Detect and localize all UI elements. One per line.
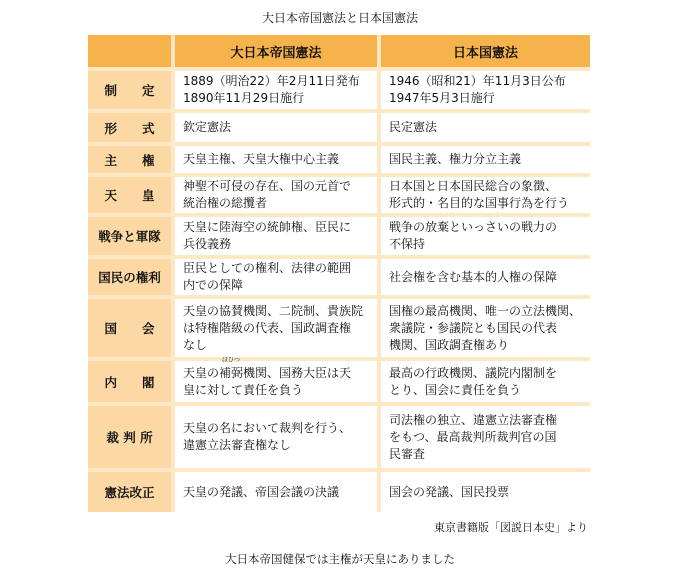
cell-line: なし <box>183 337 208 352</box>
meiji-cell <box>175 217 377 255</box>
meiji-cell <box>175 472 377 512</box>
row-label: 主 権 <box>88 146 171 173</box>
row-label: 戦争と軍隊 <box>88 217 171 255</box>
cell-line: 民定憲法 <box>389 120 438 134</box>
row-label: 天 皇 <box>88 177 171 213</box>
cell-line: 社会権を含む基本的人権の保障 <box>389 269 558 284</box>
cell-line: とり、国会に責任を負う <box>389 382 522 397</box>
cell-line: 司法権の独立、違憲立法審査権 <box>389 412 558 427</box>
cell-line: 最高の行政機関、議院内閣制を <box>389 365 558 380</box>
showa-cell <box>381 177 590 213</box>
constitution-comparison-table <box>88 35 590 512</box>
meiji-cell <box>175 406 377 468</box>
furigana-word <box>219 356 244 382</box>
showa-cell <box>381 361 590 402</box>
cell-line: 国民主義、権力分立主義 <box>389 152 522 166</box>
showa-cell <box>381 146 590 173</box>
cell-line: 1890年11月29日施行 <box>183 91 305 105</box>
cell-line: 欽定憲法 <box>183 120 232 134</box>
row-label: 制 定 <box>88 71 171 109</box>
cell-line: 天皇に陸海空の統帥権、臣民に <box>183 220 352 234</box>
header-showa: 日本国憲法 <box>381 35 590 67</box>
cell-line: 天皇の ほひつ 補弼機関、国務大臣は天 <box>183 356 352 380</box>
showa-cell <box>381 472 590 512</box>
cell-line: 内での保障 <box>183 278 244 292</box>
cell-line: は特権階級の代表、国政調査権 <box>183 320 352 335</box>
showa-cell <box>381 406 590 468</box>
row-label: 形 式 <box>88 113 171 142</box>
cell-line: 国権の最高機関、唯一の立法機関、 <box>389 303 582 318</box>
showa-cell <box>381 113 590 142</box>
cell-line: 1947年5月3日施行 <box>389 91 495 105</box>
showa-cell <box>381 259 590 295</box>
meiji-cell <box>175 71 377 109</box>
row-label: 国民の権利 <box>88 259 171 295</box>
cell-line: 戦争の放棄といっさいの戦力の <box>389 220 558 234</box>
showa-cell <box>381 299 590 357</box>
cell-line: 衆議院・参議院とも国民の代表 <box>389 320 558 335</box>
cell-line: 神聖不可侵の存在、国の元首で <box>183 179 352 193</box>
header-meiji: 大日本帝国憲法 <box>175 35 377 67</box>
table-title: 大日本帝国憲法と日本国憲法 <box>261 11 418 25</box>
row-label: 憲法改正 <box>88 472 171 512</box>
furigana-reading: ほひつ <box>222 356 241 364</box>
source-note: 東京書籍版「図説日本史」より <box>434 521 588 534</box>
cell-line: 1889（明治22）年2月11日発布 <box>183 74 360 88</box>
cell-line: 民審査 <box>389 446 426 461</box>
footer-caption: 大日本帝国健保では主権が天皇にありました <box>225 552 455 566</box>
row-label: 国 会 <box>88 299 171 357</box>
showa-cell <box>381 217 590 255</box>
meiji-cell <box>175 356 377 402</box>
cell-line: 機関、国政調査権あり <box>389 337 510 352</box>
row-label: 裁 判 所 <box>88 406 171 468</box>
showa-cell <box>381 71 590 109</box>
cell-line: 不保持 <box>389 237 426 251</box>
meiji-cell <box>175 177 377 213</box>
cell-line: をもつ、最高裁判所裁判官の国 <box>389 429 557 444</box>
furigana-base: 補弼 <box>219 365 244 380</box>
cell-line: 1946（昭和21）年11月3日公布 <box>389 74 566 88</box>
row-label: 内 閣 <box>88 361 171 402</box>
cell-line: 臣民としての権利、法律の範囲 <box>183 261 352 275</box>
cell-line: 違憲立法審査権なし <box>183 438 292 452</box>
cell-line: 皇に対して責任を負う <box>183 382 304 397</box>
cell-line: 天皇の協賛機関、二院制、貴族院 <box>183 303 364 318</box>
cell-line: 国会の発議、国民投票 <box>389 484 510 499</box>
cell-line: 形式的・名目的な国事行為を行う <box>389 196 570 210</box>
cell-line: 日本国と日本国民総合の象徴、 <box>389 179 558 193</box>
header-corner <box>88 35 171 67</box>
meiji-cell <box>175 299 377 357</box>
cell-line: 天皇の名において裁判を行う、 <box>183 421 352 435</box>
cell-line: 天皇の発議、帝国会議の決議 <box>183 484 340 499</box>
cell-line: 統治権の総攬者 <box>183 196 268 210</box>
meiji-cell <box>175 146 377 173</box>
meiji-cell <box>175 113 377 142</box>
cell-line: 天皇主権、天皇大権中心主義 <box>183 152 340 166</box>
cell-line: 兵役義務 <box>183 237 232 251</box>
meiji-cell <box>175 259 377 295</box>
